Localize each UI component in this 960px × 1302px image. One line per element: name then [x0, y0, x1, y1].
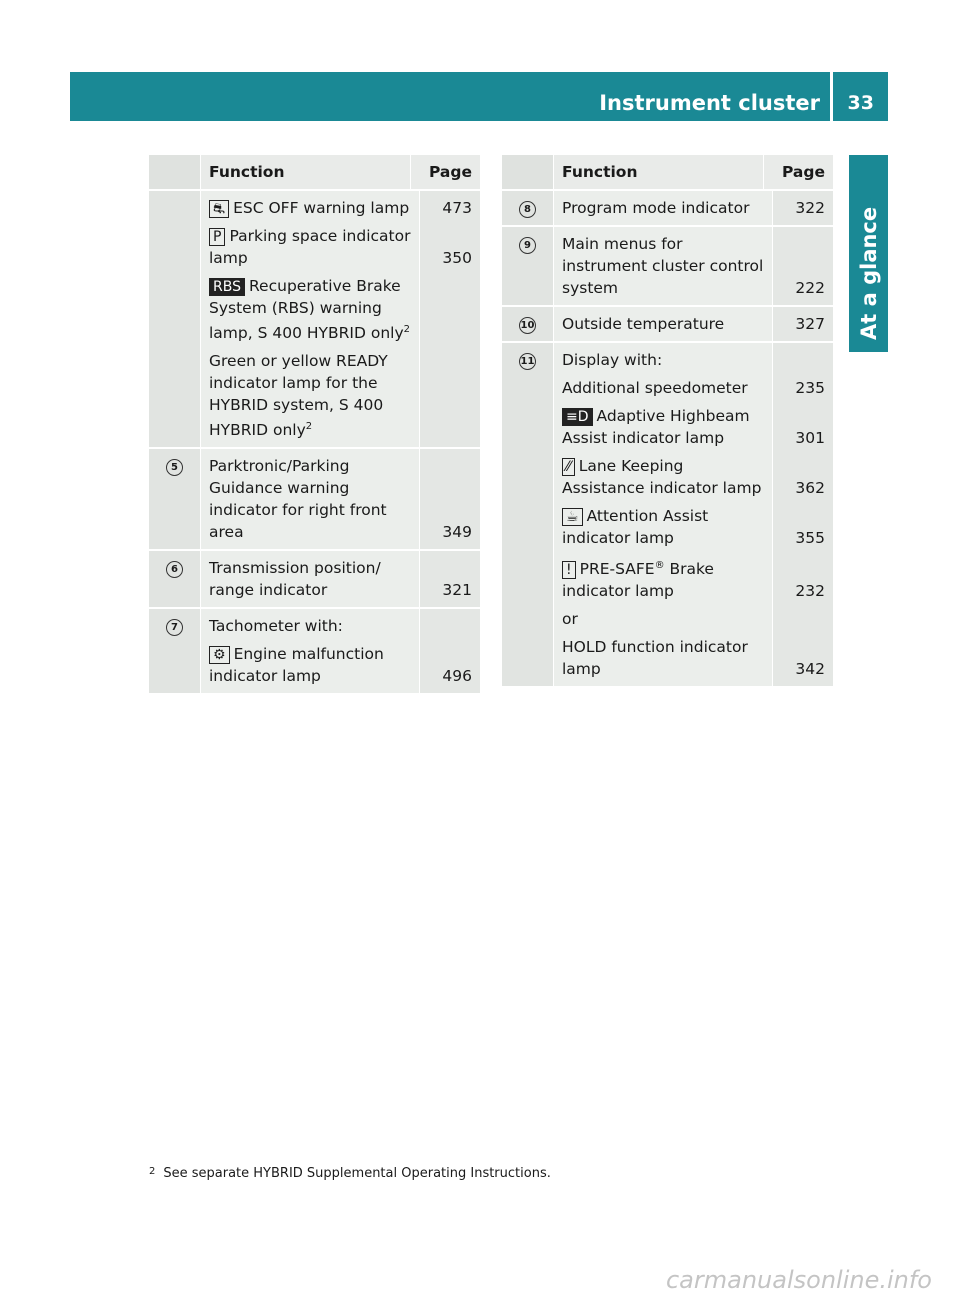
entry-text: Green or yellow READY indicator lamp for the HYBRID system, S 400 HYBRID only	[209, 352, 388, 440]
entry-page	[419, 269, 480, 344]
row-body	[553, 191, 833, 225]
row-number	[149, 609, 200, 693]
entry-page: 496	[419, 637, 480, 693]
entry-text: Lane Keeping Assistance indicator lamp	[562, 457, 762, 497]
entry-page: 350	[419, 219, 480, 269]
header-bar	[70, 72, 888, 121]
entry-text: Additional speedometer	[562, 379, 748, 397]
left-table-body	[149, 189, 480, 693]
entry-function	[201, 269, 419, 344]
entry-page: 322	[772, 191, 833, 225]
table-row	[149, 447, 480, 549]
table-entry	[554, 307, 833, 341]
entry-page: 232	[772, 549, 833, 602]
table-entry	[201, 637, 480, 693]
entry-text: Main menus for instrument cluster control system	[562, 235, 764, 297]
entry-function	[554, 191, 772, 225]
table-row	[502, 305, 833, 341]
lane-keeping-icon: ⁄⁄	[562, 458, 575, 476]
entry-text: HOLD function indicator lamp	[562, 638, 748, 679]
entry-text: Adaptive Highbeam Assist indicator lamp	[562, 407, 750, 447]
footnote-ref: ®	[654, 560, 665, 571]
entry-function	[201, 344, 419, 447]
row-body	[553, 227, 833, 305]
entry-function	[201, 449, 419, 549]
row-body	[200, 449, 480, 549]
table-entry	[201, 449, 480, 549]
callout-number: 9	[519, 237, 536, 254]
table-entry	[201, 551, 480, 607]
table-row	[502, 341, 833, 686]
callout-number: 10	[519, 317, 536, 334]
entry-page: 342	[772, 630, 833, 686]
highbeam-icon: ≡D	[562, 408, 593, 426]
entry-page: 355	[772, 499, 833, 549]
side-tab-label: At a glance	[857, 206, 881, 340]
row-number	[149, 551, 200, 607]
entry-text: Engine malfunction indicator lamp	[209, 645, 384, 686]
entry-text: Transmission position/ range indicator	[209, 559, 381, 600]
entry-function	[554, 307, 772, 341]
entry-page: 222	[772, 227, 833, 305]
entry-text: Tachometer with:	[209, 617, 343, 636]
entry-page	[772, 343, 833, 371]
footnote-ref: 2	[403, 324, 410, 335]
callout-number: 5	[166, 459, 183, 476]
table-entry	[554, 499, 833, 549]
header-page: Page	[410, 155, 480, 189]
table-entry	[554, 602, 833, 630]
row-number	[149, 191, 200, 447]
table-entry	[554, 371, 833, 399]
table-entry	[554, 399, 833, 449]
page-number: 33	[847, 92, 874, 114]
entry-page: 327	[772, 307, 833, 341]
entry-function	[554, 499, 772, 549]
entry-page: 473	[419, 191, 480, 219]
table-entry	[554, 227, 833, 305]
row-number	[502, 307, 553, 341]
entry-function	[554, 343, 772, 371]
entry-text-cont: Brake indicator lamp	[562, 560, 714, 601]
callout-number: 7	[166, 619, 183, 636]
footnote-ref: 2	[305, 421, 313, 433]
table-header	[502, 155, 833, 189]
table-row	[149, 189, 480, 447]
table-entry	[201, 609, 480, 637]
header-divider	[830, 72, 833, 121]
table-entry	[201, 191, 480, 219]
row-body	[200, 609, 480, 693]
footnote	[149, 1166, 551, 1181]
entry-page: 321	[419, 551, 480, 607]
table-entry	[201, 219, 480, 269]
table-entry	[554, 191, 833, 225]
table-entry	[554, 549, 833, 602]
entry-function	[554, 227, 772, 305]
entry-text: Outside temperature	[562, 315, 725, 333]
table-entry	[554, 449, 833, 499]
entry-text: Attention Assist indicator lamp	[562, 507, 709, 547]
row-body	[200, 551, 480, 607]
row-number	[502, 191, 553, 225]
header-function: Function	[200, 155, 410, 189]
entry-page: 301	[772, 399, 833, 449]
parking-space-icon: P	[209, 228, 225, 246]
entry-text: ESC OFF warning lamp	[233, 199, 410, 217]
entry-text: or	[562, 610, 578, 629]
pre-safe-icon: !	[562, 561, 576, 579]
table-header	[149, 155, 480, 189]
right-table	[502, 155, 833, 686]
entry-function	[201, 637, 419, 693]
row-body	[200, 191, 480, 447]
callout-number: 6	[166, 561, 183, 578]
entry-text: Recuperative Brake System (RBS) warning lamp, S 400 HYBRID only	[209, 277, 404, 343]
table-row	[502, 225, 833, 305]
entry-function	[554, 449, 772, 499]
entry-page	[419, 609, 480, 637]
table-entry	[201, 269, 480, 344]
coffee-cup-icon: ☕	[562, 508, 583, 526]
entry-function	[201, 219, 419, 269]
entry-function	[201, 551, 419, 607]
entry-function	[201, 191, 419, 219]
footnote-number: 2	[149, 1166, 156, 1177]
table-row	[149, 607, 480, 693]
row-body	[553, 307, 833, 341]
header-function: Function	[553, 155, 763, 189]
entry-page	[772, 602, 833, 630]
entry-page	[419, 344, 480, 447]
callout-number: 11	[519, 353, 536, 370]
entry-function	[554, 549, 772, 602]
rbs-icon: RBS	[209, 278, 245, 296]
table-entry	[201, 344, 480, 447]
section-title: Instrument cluster	[599, 91, 820, 115]
entry-function	[201, 609, 419, 637]
row-number	[502, 343, 553, 686]
entry-page: 362	[772, 449, 833, 499]
watermark: carmanualsonline.info	[665, 1266, 932, 1294]
table-row	[149, 549, 480, 607]
header-page: Page	[763, 155, 833, 189]
entry-page: 349	[419, 449, 480, 549]
callout-number: 8	[519, 201, 536, 218]
engine-icon: ⚙	[209, 646, 230, 664]
footnote-text: See separate HYBRID Supplemental Operating Instructions.	[163, 1166, 551, 1181]
row-body	[553, 343, 833, 686]
entry-page: 235	[772, 371, 833, 399]
entry-text: PRE-SAFE	[579, 560, 655, 579]
entry-text: Display with:	[562, 351, 663, 369]
table-entry	[554, 343, 833, 371]
table-row	[502, 189, 833, 225]
entry-function	[554, 371, 772, 399]
entry-function	[554, 399, 772, 449]
entry-text: Parking space indicator lamp	[209, 227, 411, 267]
row-number	[149, 449, 200, 549]
entry-text: Parktronic/Parking Guidance warning indicator for right front area	[209, 457, 387, 542]
entry-text: Program mode indicator	[562, 199, 750, 217]
row-number	[502, 227, 553, 305]
esc-off-icon: ⛐	[209, 200, 229, 218]
left-table	[149, 155, 480, 693]
entry-function	[554, 602, 772, 630]
right-table-body	[502, 189, 833, 686]
table-entry	[554, 630, 833, 686]
entry-function	[554, 630, 772, 686]
